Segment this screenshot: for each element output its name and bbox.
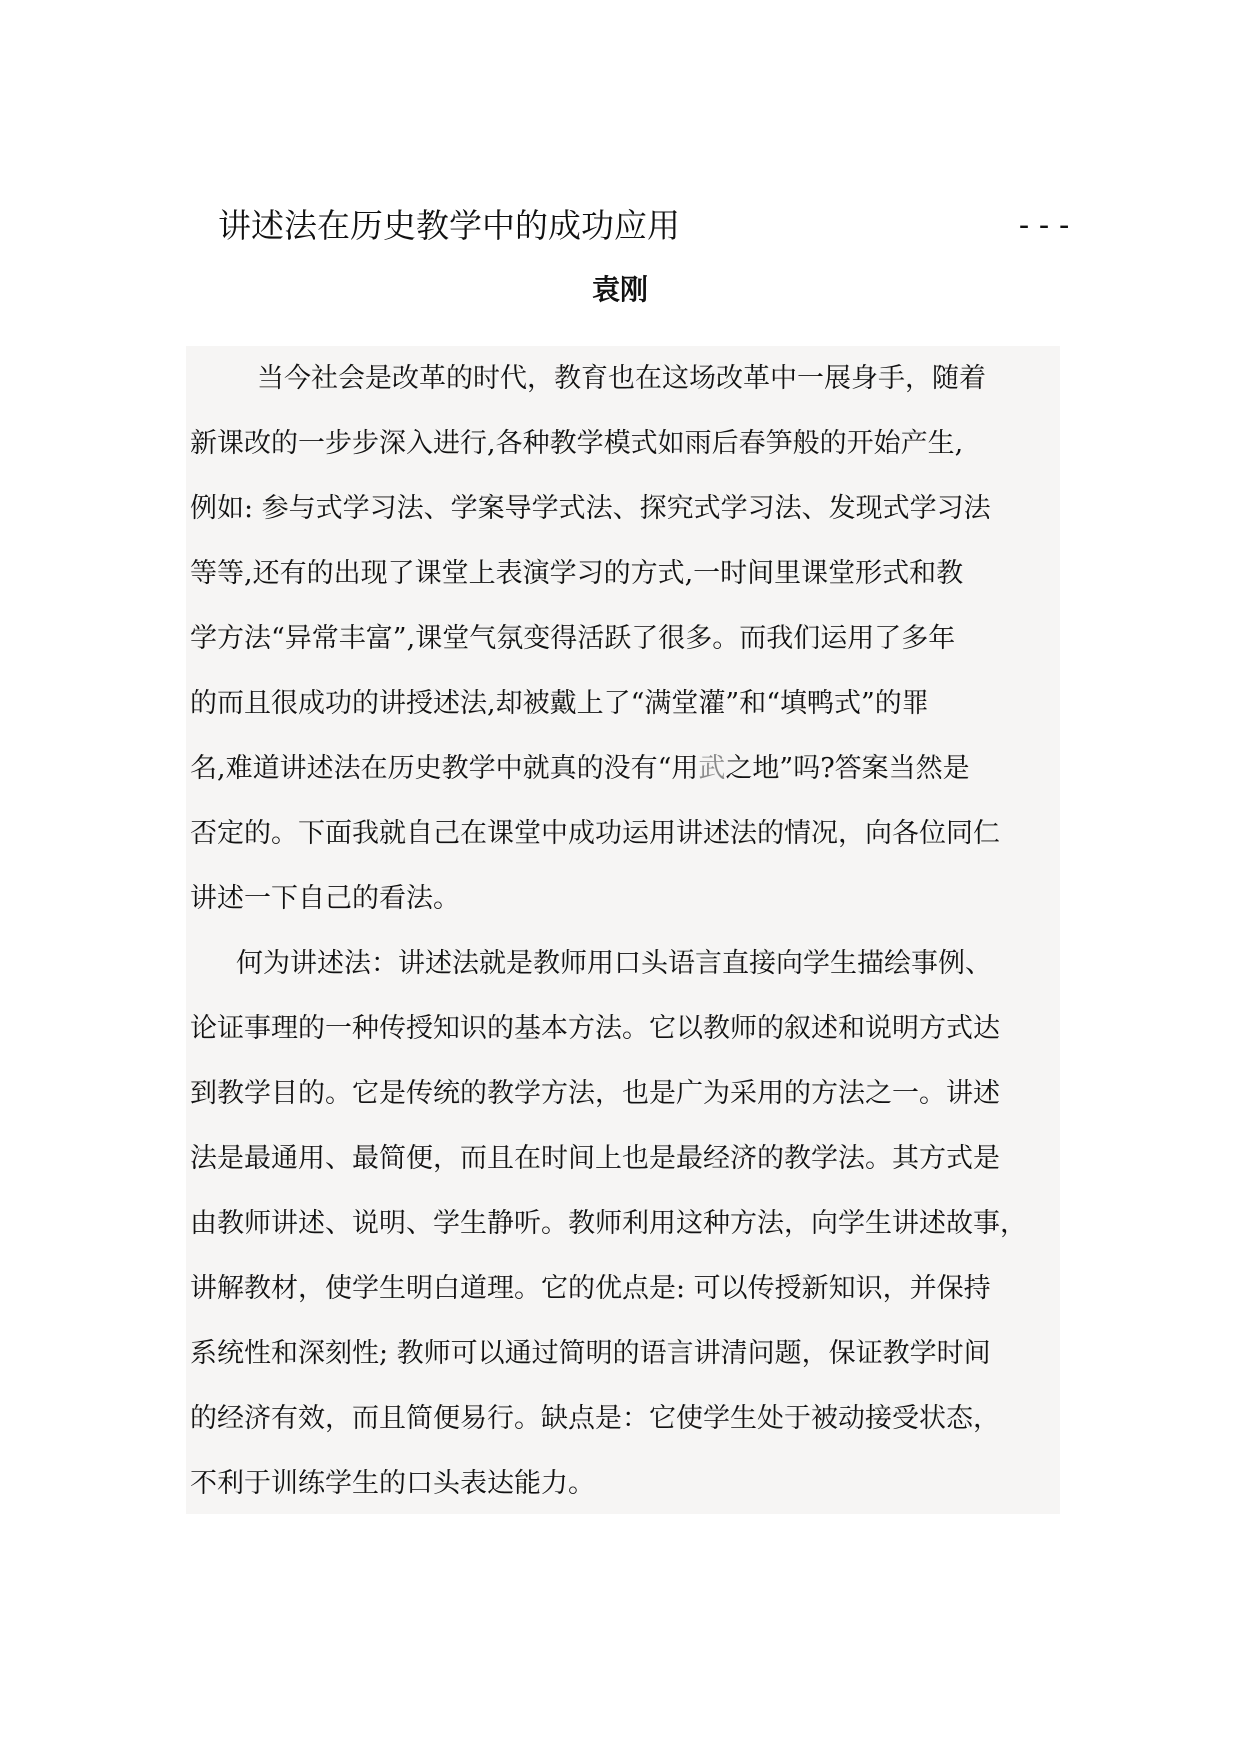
document-title: 讲述法在历史教学中的成功应用 (218, 206, 680, 245)
paragraph-line: 等等,还有的出现了课堂上表演学习的方式,一时间里课堂形式和教 (190, 558, 964, 589)
paragraph-intro (230, 346, 1098, 411)
highlighted-character: 武 (698, 753, 726, 784)
paragraph-line: 的经济有效，而且简便易行。缺点是：它使学生处于被动接受状态， (190, 1403, 1000, 1434)
paragraph-line: 例如: 参与式学习法、学案导学式法、探究式学习法、发现式学习法 (190, 493, 991, 524)
paragraph-line: 否定的。下面我就自己在课堂中成功运用讲述法的情况，向各位同仁 (190, 818, 1000, 849)
paragraph-line-mixed (190, 736, 1058, 801)
paragraph-line: 讲解教材，使学生明白道理。它的优点是: 可以传授新知识，并保持 (190, 1273, 991, 1304)
line-segment: 之地”吗?答案当然是 (725, 753, 970, 784)
body-text-block (186, 346, 1060, 1514)
paragraph-line: 法是最通用、最简便，而且在时间上也是最经济的教学法。其方式是 (190, 1143, 1000, 1174)
paragraph-definition-body (190, 996, 1058, 1516)
paragraph-line: 由教师讲述、说明、学生静听。教师利用这种方法，向学生讲述故事， (190, 1208, 1027, 1239)
paragraph-line: 新课改的一步步深入进行,各种教学模式如雨后春笋般的开始产生, (190, 428, 964, 459)
paragraph-line: 的而且很成功的讲授述法,却被戴上了“满堂灌”和“填鸭式”的罪 (190, 688, 929, 719)
paragraph-line: 学方法“异常丰富”,课堂气氛变得活跃了很多。而我们运用了多年 (190, 623, 956, 654)
paragraph-line: 讲述一下自己的看法。 (190, 883, 460, 914)
paragraph-definition-first (236, 931, 1104, 996)
paragraph-line: 当今社会是改革的时代，教育也在这场改革中一展身手，随着 (230, 363, 986, 394)
line-segment: 名,难道讲述法在历史教学中就真的没有“用 (190, 753, 699, 784)
author-name: 袁刚 (592, 273, 649, 306)
title-dashes: --- (1015, 208, 1076, 243)
paragraph-intro-body (190, 411, 1058, 931)
paragraph-line: 论证事理的一种传授知识的基本方法。它以教师的叙述和说明方式达 (190, 1013, 1000, 1044)
paragraph-line: 到教学目的。它是传统的教学方法，也是广为采用的方法之一。讲述 (190, 1078, 1000, 1109)
paragraph-line: 系统性和深刻性; 教师可以通过简明的语言讲清问题，保证教学时间 (190, 1338, 991, 1369)
paragraph-line: 何为讲述法：讲述法就是教师用口头语言直接向学生描绘事例、 (236, 948, 992, 979)
paragraph-line: 不利于训练学生的口头表达能力。 (190, 1468, 595, 1499)
